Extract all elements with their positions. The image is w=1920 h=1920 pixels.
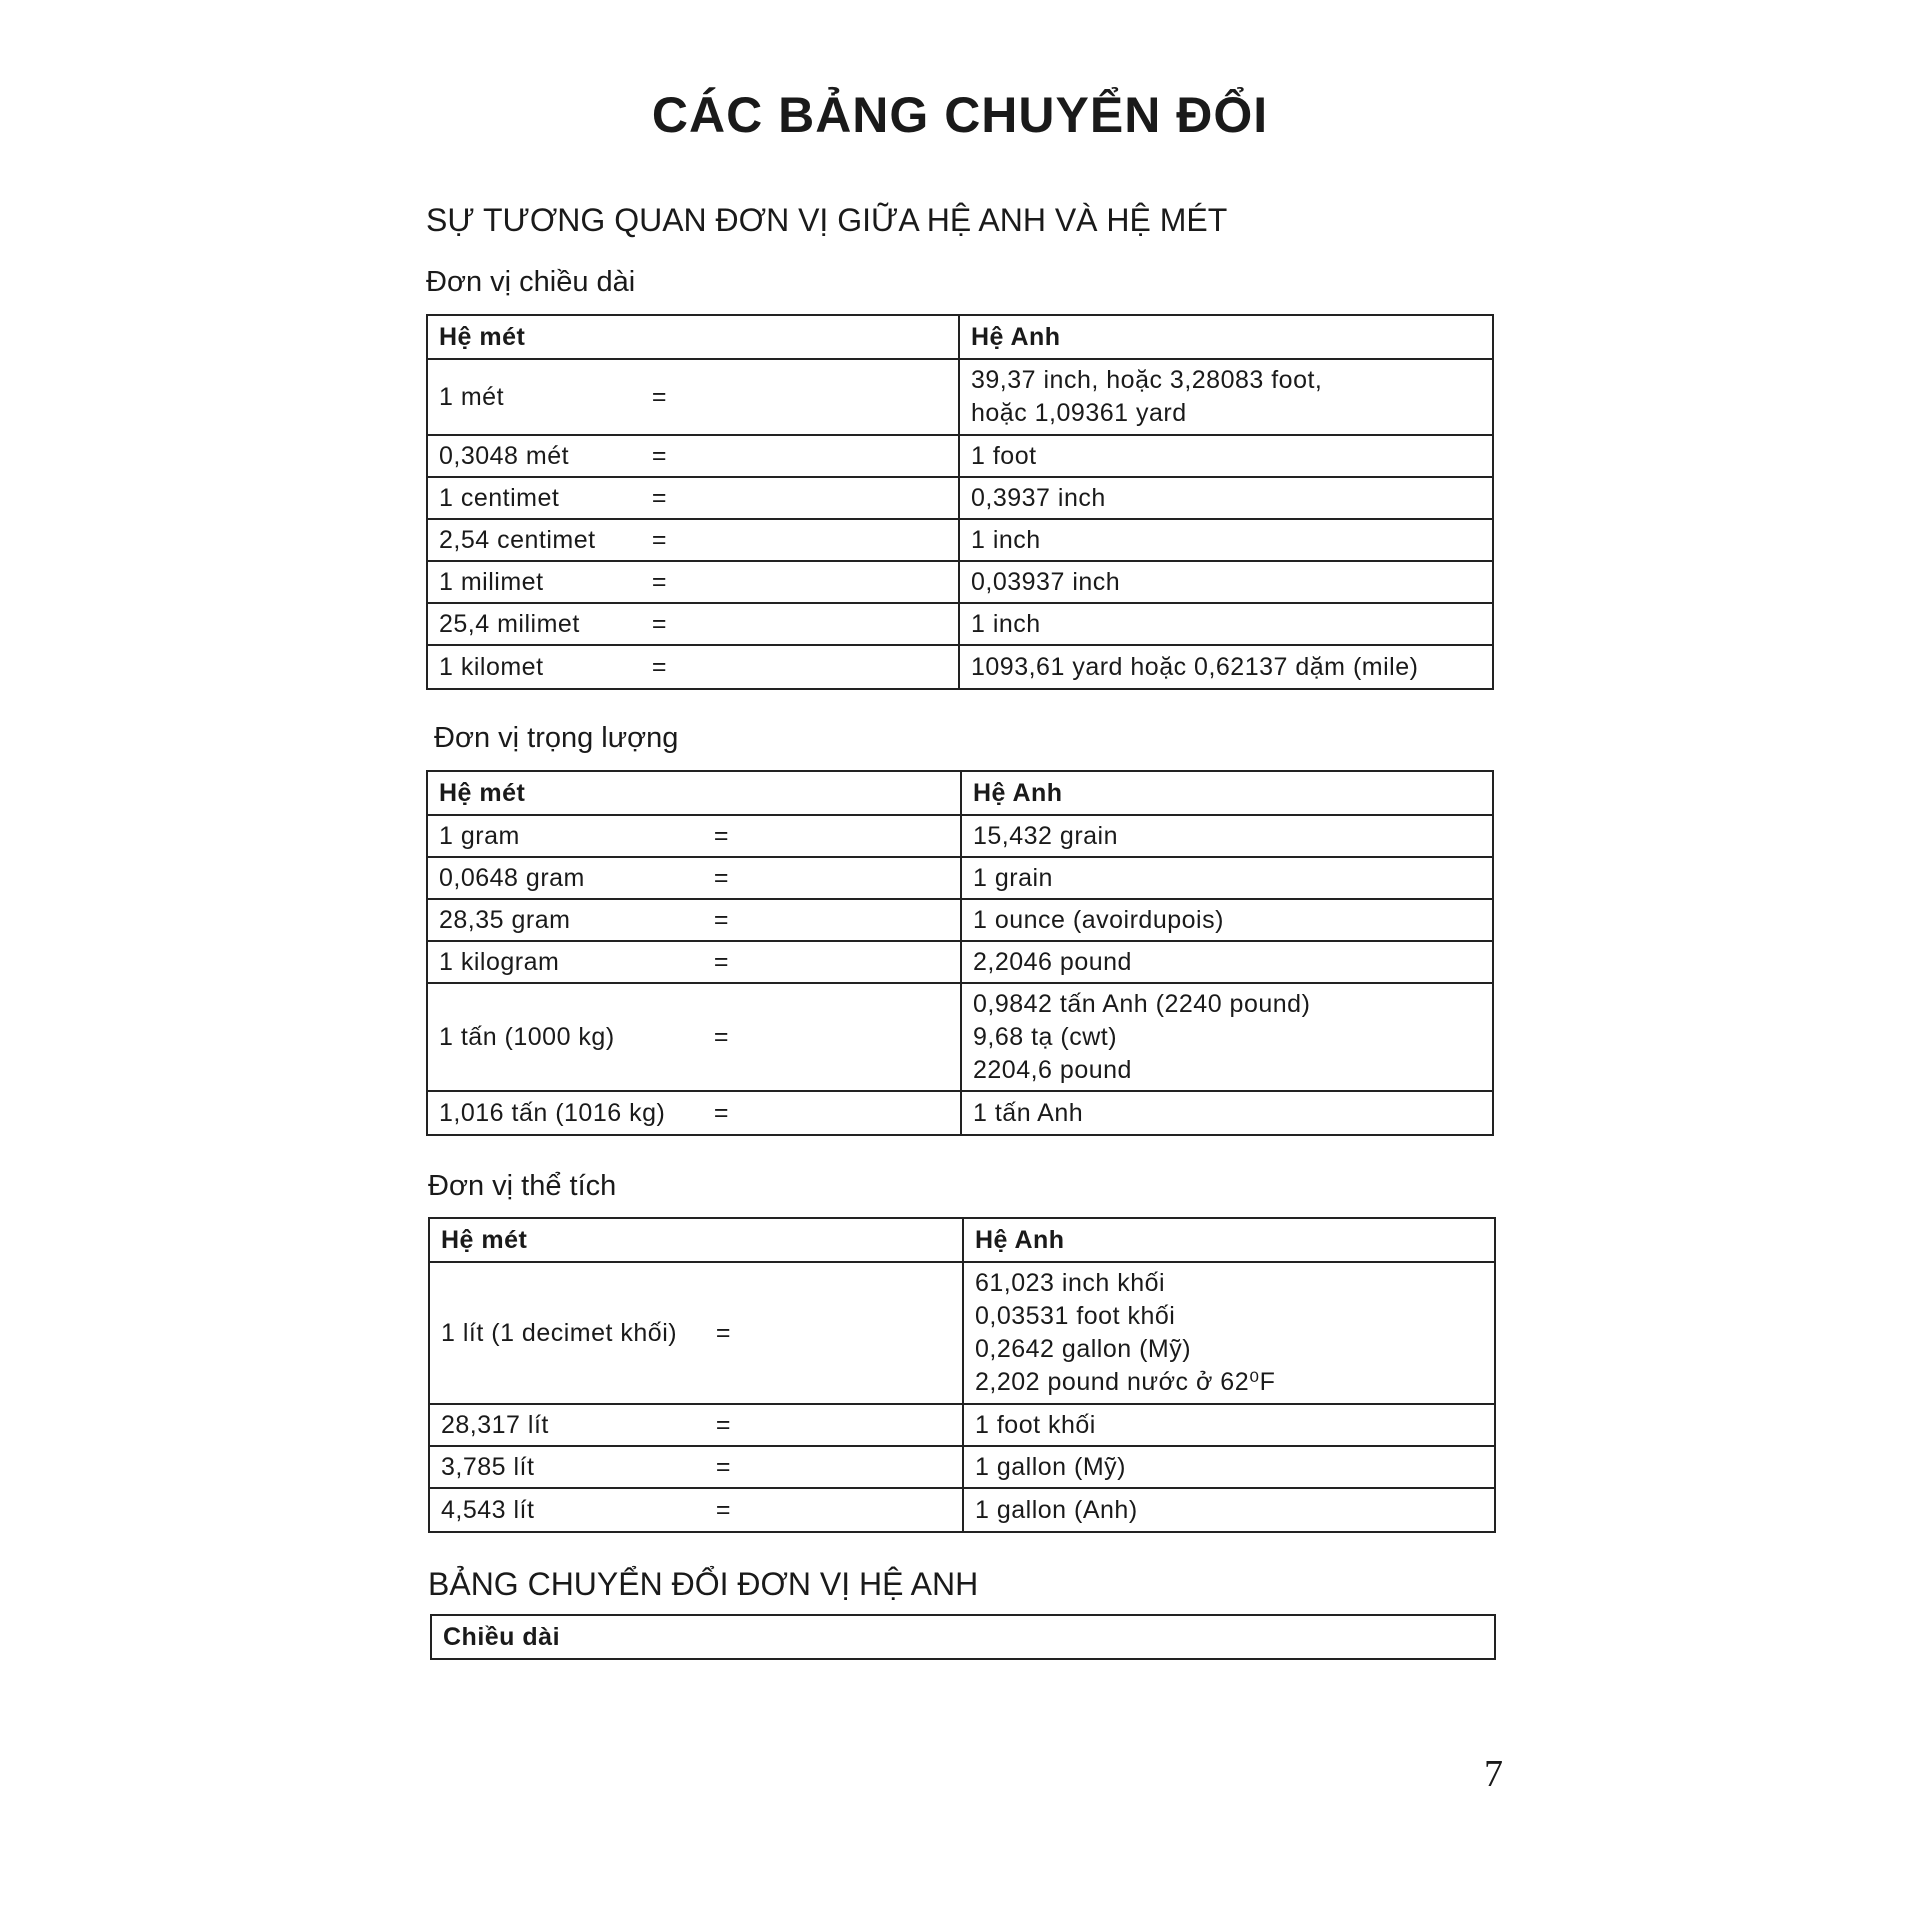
- equals-sign: =: [715, 1318, 731, 1347]
- length-heading: Đơn vị chiều dài: [426, 266, 636, 298]
- volume-heading: Đơn vị thể tích: [428, 1170, 617, 1202]
- equals-sign: =: [651, 441, 667, 470]
- imperial-value: 0,2642 gallon (Mỹ): [975, 1335, 1192, 1363]
- table-row: [429, 1262, 1495, 1404]
- section-heading-imperial: BẢNG CHUYỂN ĐỔI ĐƠN VỊ HỆ ANH: [428, 1566, 979, 1602]
- equals-sign: =: [651, 483, 667, 512]
- metric-value: 1 centimet: [439, 483, 560, 512]
- col-header-metric: Hệ mét: [427, 315, 959, 359]
- equals-sign: =: [715, 1495, 731, 1524]
- equals-sign: =: [651, 609, 667, 638]
- table-row: [427, 359, 1493, 435]
- imperial-value: 1 inch: [971, 609, 1041, 638]
- imperial-cell: [961, 899, 1493, 941]
- equals-sign: =: [715, 1452, 731, 1481]
- equals-sign: =: [713, 947, 729, 976]
- equals-sign: =: [713, 1022, 729, 1051]
- page-title: CÁC BẢNG CHUYỂN ĐỔI: [651, 87, 1269, 143]
- imperial-value: 1 inch: [971, 525, 1041, 554]
- imperial-value: 2204,6 pound: [973, 1055, 1132, 1084]
- imperial-cell: [961, 815, 1493, 857]
- metric-value: 28,317 lít: [441, 1410, 549, 1439]
- metric-cell: [427, 645, 959, 689]
- table-row: [427, 603, 1493, 645]
- col-header-imperial: Hệ Anh: [963, 1218, 1495, 1262]
- imperial-value: 1 gallon (Anh): [975, 1495, 1138, 1524]
- imperial-cell: [963, 1488, 1495, 1532]
- metric-cell: [427, 857, 961, 899]
- metric-cell: [427, 359, 959, 435]
- metric-value: 1 milimet: [439, 567, 544, 596]
- table-row: [427, 899, 1493, 941]
- imperial-value: 15,432 grain: [973, 821, 1119, 850]
- chieu-dai-header: Chiều dài: [431, 1615, 1495, 1659]
- table-row: [429, 1488, 1495, 1532]
- metric-cell: [427, 983, 961, 1091]
- table-row: [427, 645, 1493, 689]
- imperial-cell: [961, 941, 1493, 983]
- equals-sign: =: [713, 821, 729, 850]
- table-row: [427, 857, 1493, 899]
- metric-cell: [429, 1446, 963, 1488]
- imperial-value: 1 foot: [971, 441, 1037, 470]
- metric-cell: [429, 1262, 963, 1404]
- metric-cell: [427, 941, 961, 983]
- metric-value: 1 tấn (1000 kg): [439, 1022, 615, 1051]
- table-row: [427, 983, 1493, 1091]
- volume-table: [428, 1217, 1496, 1533]
- equals-sign: =: [651, 382, 667, 411]
- col-header-metric: Hệ mét: [429, 1218, 963, 1262]
- metric-cell: [427, 603, 959, 645]
- metric-value: 1,016 tấn (1016 kg): [439, 1098, 666, 1127]
- imperial-cell: [963, 1262, 1495, 1404]
- metric-cell: [427, 1091, 961, 1135]
- weight-table: [426, 770, 1494, 1136]
- metric-cell: [429, 1488, 963, 1532]
- imperial-value: 2,202 pound nước ở 62⁰F: [975, 1368, 1276, 1396]
- metric-value: 28,35 gram: [439, 905, 571, 934]
- metric-value: 1 kilogram: [439, 947, 560, 976]
- imperial-value: 1 ounce (avoirdupois): [973, 905, 1224, 934]
- metric-cell: [427, 477, 959, 519]
- equals-sign: =: [715, 1410, 731, 1439]
- equals-sign: =: [651, 652, 667, 681]
- section-heading-correlation: SỰ TƯƠNG QUAN ĐƠN VỊ GIỮA HỆ ANH VÀ HỆ MÉT: [426, 202, 1228, 238]
- metric-value: 3,785 lít: [441, 1452, 535, 1481]
- table-header-row: [427, 771, 1493, 815]
- table-row: [427, 435, 1493, 477]
- imperial-cell: [959, 477, 1493, 519]
- length-table: [426, 314, 1494, 690]
- table-row: [427, 519, 1493, 561]
- table-row: [429, 1404, 1495, 1446]
- page-number: 7: [1484, 1753, 1503, 1795]
- imperial-value: 1 foot khối: [975, 1410, 1096, 1439]
- table-row: [427, 1091, 1493, 1135]
- metric-value: 0,0648 gram: [439, 863, 585, 892]
- table-header-row: [429, 1218, 1495, 1262]
- imperial-value: 39,37 inch, hoặc 3,28083 foot,: [971, 366, 1323, 394]
- imperial-value: 1093,61 yard hoặc 0,62137 dặm (mile): [971, 652, 1419, 681]
- col-header-metric: Hệ mét: [427, 771, 961, 815]
- imperial-value: 61,023 inch khối: [975, 1269, 1166, 1297]
- table-row: [427, 815, 1493, 857]
- imperial-cell: [963, 1446, 1495, 1488]
- imperial-cell: [959, 519, 1493, 561]
- metric-value: 1 kilomet: [439, 652, 544, 681]
- metric-cell: [427, 435, 959, 477]
- imperial-value: 1 grain: [973, 863, 1053, 892]
- metric-value: 25,4 milimet: [439, 609, 580, 638]
- imperial-value: 0,3937 inch: [971, 483, 1106, 512]
- table-row: [427, 941, 1493, 983]
- imperial-value: 9,68 tạ (cwt): [973, 1022, 1118, 1051]
- table-header-row: [427, 315, 1493, 359]
- table-header-row: [431, 1615, 1495, 1659]
- equals-sign: =: [651, 567, 667, 596]
- imperial-cell: [961, 1091, 1493, 1135]
- imperial-cell: [959, 561, 1493, 603]
- metric-value: 1 lít (1 decimet khối): [441, 1318, 678, 1347]
- equals-sign: =: [651, 525, 667, 554]
- imperial-cell: [961, 857, 1493, 899]
- imperial-cell: [959, 359, 1493, 435]
- imperial-length-table: [430, 1614, 1496, 1660]
- metric-value: 2,54 centimet: [439, 525, 596, 554]
- imperial-value: 0,03531 foot khối: [975, 1302, 1176, 1330]
- metric-cell: [427, 815, 961, 857]
- metric-value: 1 gram: [439, 821, 520, 850]
- col-header-imperial: Hệ Anh: [959, 315, 1493, 359]
- imperial-cell: [959, 603, 1493, 645]
- equals-sign: =: [713, 1098, 729, 1127]
- metric-cell: [427, 519, 959, 561]
- equals-sign: =: [713, 863, 729, 892]
- imperial-value: 2,2046 pound: [973, 947, 1132, 976]
- imperial-cell: [959, 645, 1493, 689]
- metric-value: 1 mét: [439, 382, 505, 411]
- imperial-cell: [959, 435, 1493, 477]
- imperial-value: hoặc 1,09361 yard: [971, 399, 1187, 427]
- weight-heading: Đơn vị trọng lượng: [434, 722, 679, 754]
- imperial-cell: [963, 1404, 1495, 1446]
- imperial-value: 0,03937 inch: [971, 567, 1121, 596]
- metric-cell: [427, 561, 959, 603]
- metric-value: 4,543 lít: [441, 1495, 535, 1524]
- imperial-value: 1 gallon (Mỹ): [975, 1452, 1126, 1481]
- metric-cell: [429, 1404, 963, 1446]
- metric-value: 0,3048 mét: [439, 441, 570, 470]
- imperial-value: 0,9842 tấn Anh (2240 pound): [973, 989, 1311, 1018]
- imperial-cell: [961, 983, 1493, 1091]
- table-row: [427, 477, 1493, 519]
- imperial-value: 1 tấn Anh: [973, 1098, 1084, 1127]
- metric-cell: [427, 899, 961, 941]
- table-row: [427, 561, 1493, 603]
- col-header-imperial: Hệ Anh: [961, 771, 1493, 815]
- table-row: [429, 1446, 1495, 1488]
- equals-sign: =: [713, 905, 729, 934]
